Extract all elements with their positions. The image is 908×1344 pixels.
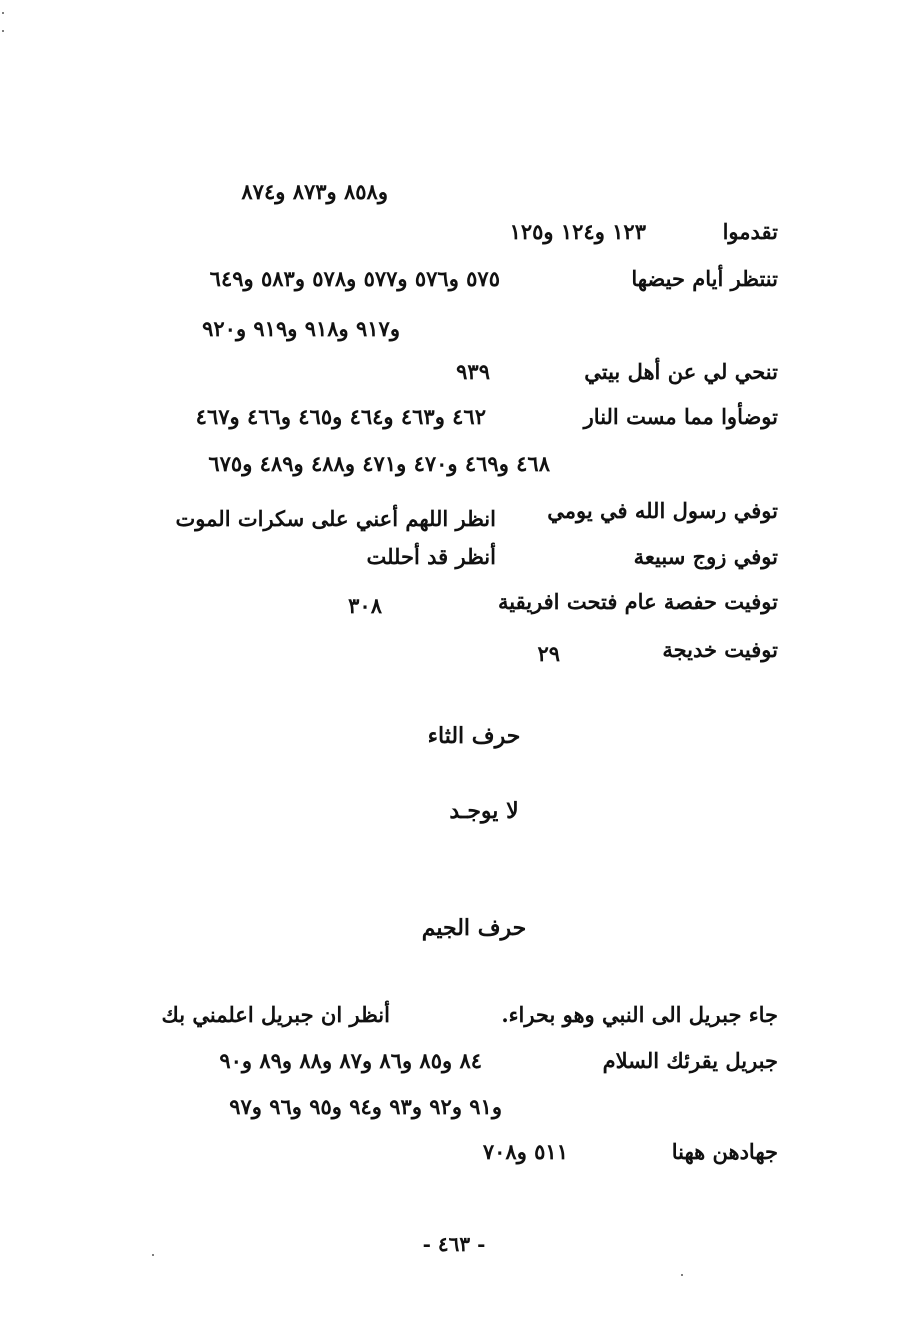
index-line xyxy=(547,500,778,521)
index-line xyxy=(723,221,778,242)
index-line xyxy=(603,1050,778,1071)
index-line xyxy=(498,591,778,612)
index-line xyxy=(584,361,778,382)
index-refs: انظر اللهم أعني على سكرات الموت xyxy=(175,506,496,531)
index-line xyxy=(162,1004,391,1025)
index-refs: ٤٦٢ و٤٦٣ و٤٦٤ و٤٦٥ و٤٦٦ و٤٦٧ xyxy=(195,404,486,429)
scan-speck xyxy=(2,12,4,14)
index-term: تنتظر أيام حيضها xyxy=(631,266,778,291)
index-term: توضأوا مما مست النار xyxy=(583,404,778,429)
index-refs: و٩١٧ و٩١٨ و٩١٩ و٩٢٠ xyxy=(202,316,400,341)
index-line xyxy=(241,181,388,202)
scan-speck xyxy=(152,1254,154,1256)
index-refs: ٥١١ و٧٠٨ xyxy=(482,1139,568,1164)
index-line xyxy=(196,406,486,427)
index-refs: و٩١ و٩٢ و٩٣ و٩٤ و٩٥ و٩٦ و٩٧ xyxy=(229,1094,502,1119)
section-heading-tha: حرف الثاء xyxy=(427,723,521,749)
index-refs: أنظر قد أحللت xyxy=(366,544,496,569)
index-line xyxy=(537,643,560,664)
index-line xyxy=(584,406,778,427)
scan-speck xyxy=(681,1274,683,1276)
index-refs: ١٢٣ و١٢٤ و١٢٥ xyxy=(509,219,646,244)
index-refs: ٩٣٩ xyxy=(456,359,490,384)
index-refs: ٨٤ و٨٥ و٨٦ و٨٧ و٨٨ و٨٩ و٩٠ xyxy=(219,1048,482,1073)
index-line xyxy=(366,546,496,567)
index-line xyxy=(456,361,490,382)
index-term: تنحي لي عن أهل بيتي xyxy=(584,359,778,384)
index-line xyxy=(208,453,550,474)
index-line xyxy=(662,639,778,660)
index-line xyxy=(210,268,500,289)
index-line xyxy=(510,221,646,242)
index-line xyxy=(202,318,400,339)
index-refs: ٣٠٨ xyxy=(348,593,382,618)
index-refs: و٨٥٨ و٨٧٣ و٨٧٤ xyxy=(241,179,388,204)
index-term: جهادهن ههنا xyxy=(671,1139,778,1164)
index-term: توفيت خديجة xyxy=(662,637,778,662)
index-refs: ٥٧٥ و٥٧٦ و٥٧٧ و٥٧٨ و٥٨٣ و٦٤٩ xyxy=(209,266,500,291)
index-line xyxy=(634,546,778,567)
index-term: جاء جبريل الى النبي وهو بحراء. xyxy=(501,1002,778,1027)
index-line xyxy=(501,1004,778,1025)
index-term: توفيت حفصة عام فتحت افريقية xyxy=(497,589,778,614)
index-refs: أنظر ان جبريل اعلمني بك xyxy=(161,1002,390,1027)
index-line xyxy=(219,1050,482,1071)
index-term: تقدموا xyxy=(722,219,778,244)
none-found-note: لا يوجـد xyxy=(449,798,519,824)
index-refs: ٤٦٨ و٤٦٩ و٤٧٠ و٤٧١ و٤٨٨ و٤٨٩ و٦٧٥ xyxy=(208,451,550,476)
index-line xyxy=(348,595,382,616)
section-heading-jim: حرف الجيم xyxy=(421,915,527,941)
index-line xyxy=(631,268,778,289)
index-refs: ٢٩ xyxy=(537,641,560,666)
index-line xyxy=(229,1096,502,1117)
scan-speck xyxy=(2,30,4,32)
page-number: - ٤٦٣ - xyxy=(422,1232,486,1256)
index-line xyxy=(672,1141,778,1162)
index-line xyxy=(176,508,496,529)
index-term: توفي زوج سبيعة xyxy=(633,544,778,569)
index-term: جبريل يقرئك السلام xyxy=(602,1048,778,1073)
index-line xyxy=(483,1141,568,1162)
index-term: توفي رسول الله في يومي xyxy=(547,498,778,523)
